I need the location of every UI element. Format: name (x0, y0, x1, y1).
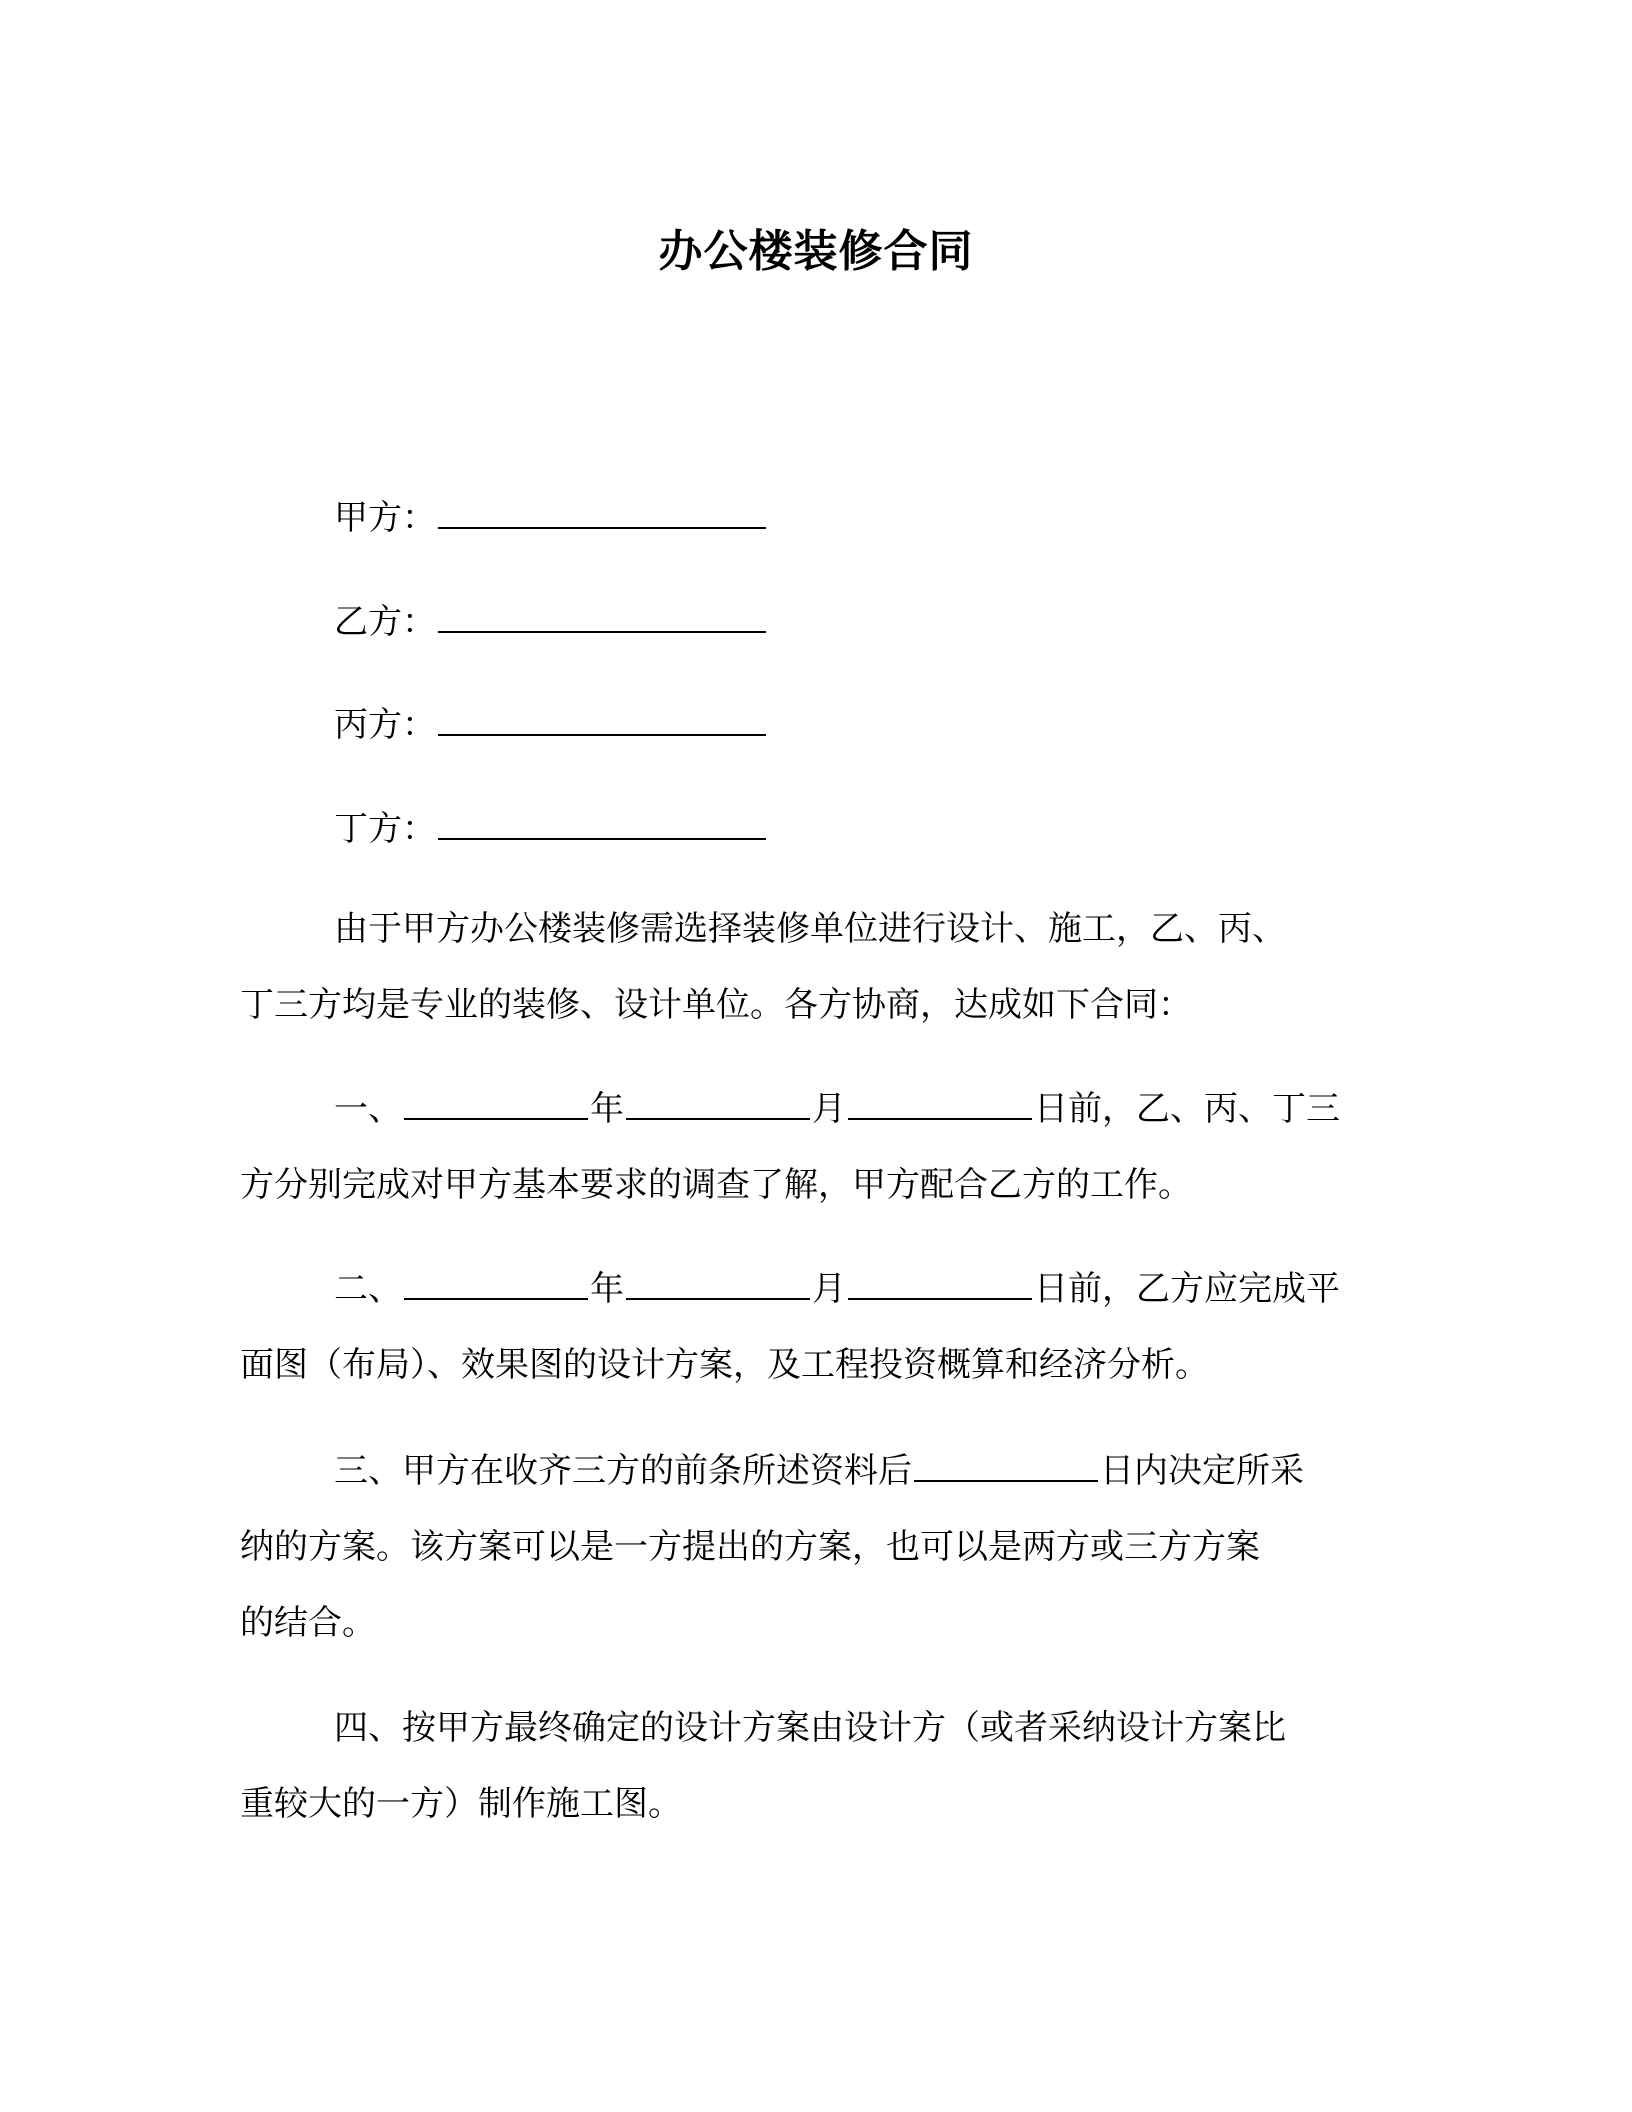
clause-3-line-1 (240, 1433, 1392, 1509)
clause-1-paragraph (240, 1071, 1392, 1223)
clause-2-day-blank[interactable] (848, 1272, 1032, 1300)
intro-paragraph (240, 891, 1392, 1043)
clause-1-day-suffix: 日前，乙、丙、丁三 (1034, 1089, 1340, 1129)
clause-2-month-label: 月 (812, 1269, 846, 1309)
clause-2-prefix: 二、 (334, 1269, 402, 1309)
clause-4-paragraph (240, 1690, 1392, 1842)
document-title: 办公楼装修合同 (658, 226, 974, 277)
clause-3-suffix: 日内决定所采 (1100, 1451, 1304, 1491)
party-b-label: 乙方： (334, 602, 436, 642)
party-a-line (334, 494, 768, 542)
clause-3-paragraph (240, 1433, 1392, 1661)
clause-1-month-label: 月 (812, 1089, 846, 1129)
party-c-line (334, 701, 768, 749)
party-b-blank[interactable] (438, 605, 766, 633)
party-c-label: 丙方： (334, 705, 436, 745)
clause-1-line-1 (240, 1071, 1392, 1147)
clause-1-day-blank[interactable] (848, 1092, 1032, 1120)
party-a-label: 甲方： (334, 498, 436, 538)
clause-3-line-3: 的结合。 (240, 1603, 376, 1643)
party-b-line (334, 598, 768, 646)
clause-1-prefix: 一、 (334, 1089, 402, 1129)
clause-3-days-blank[interactable] (914, 1454, 1098, 1482)
clause-2-line-1 (240, 1251, 1392, 1327)
clause-4-line-1: 四、按甲方最终确定的设计方案由设计方（或者采纳设计方案比 (334, 1708, 1286, 1748)
clause-4-line-2: 重较大的一方）制作施工图。 (240, 1784, 682, 1824)
intro-line-2: 丁三方均是专业的装修、设计单位。各方协商，达成如下合同： (240, 985, 1192, 1025)
clause-1-month-blank[interactable] (626, 1092, 810, 1120)
clause-2-month-blank[interactable] (626, 1272, 810, 1300)
clause-2-paragraph (240, 1251, 1392, 1403)
party-d-label: 丁方： (334, 809, 436, 849)
party-d-line (334, 805, 768, 853)
clause-1-year-label: 年 (590, 1089, 624, 1129)
clause-2-year-blank[interactable] (404, 1272, 588, 1300)
party-c-blank[interactable] (438, 708, 766, 736)
clause-2-year-label: 年 (590, 1269, 624, 1309)
party-d-blank[interactable] (438, 812, 766, 840)
clause-1-line-2: 方分别完成对甲方基本要求的调查了解，甲方配合乙方的工作。 (240, 1165, 1192, 1205)
clause-3-prefix: 三、甲方在收齐三方的前条所述资料后 (334, 1451, 912, 1491)
intro-line-1: 由于甲方办公楼装修需选择装修单位进行设计、施工，乙、丙、 (334, 909, 1286, 949)
clause-2-line-2: 面图（布局）、效果图的设计方案，及工程投资概算和经济分析。 (240, 1345, 1209, 1385)
clause-3-line-2: 纳的方案。该方案可以是一方提出的方案，也可以是两方或三方方案 (240, 1527, 1260, 1567)
clause-2-day-suffix: 日前，乙方应完成平 (1034, 1269, 1340, 1309)
clause-1-year-blank[interactable] (404, 1092, 588, 1120)
party-a-blank[interactable] (438, 501, 766, 529)
